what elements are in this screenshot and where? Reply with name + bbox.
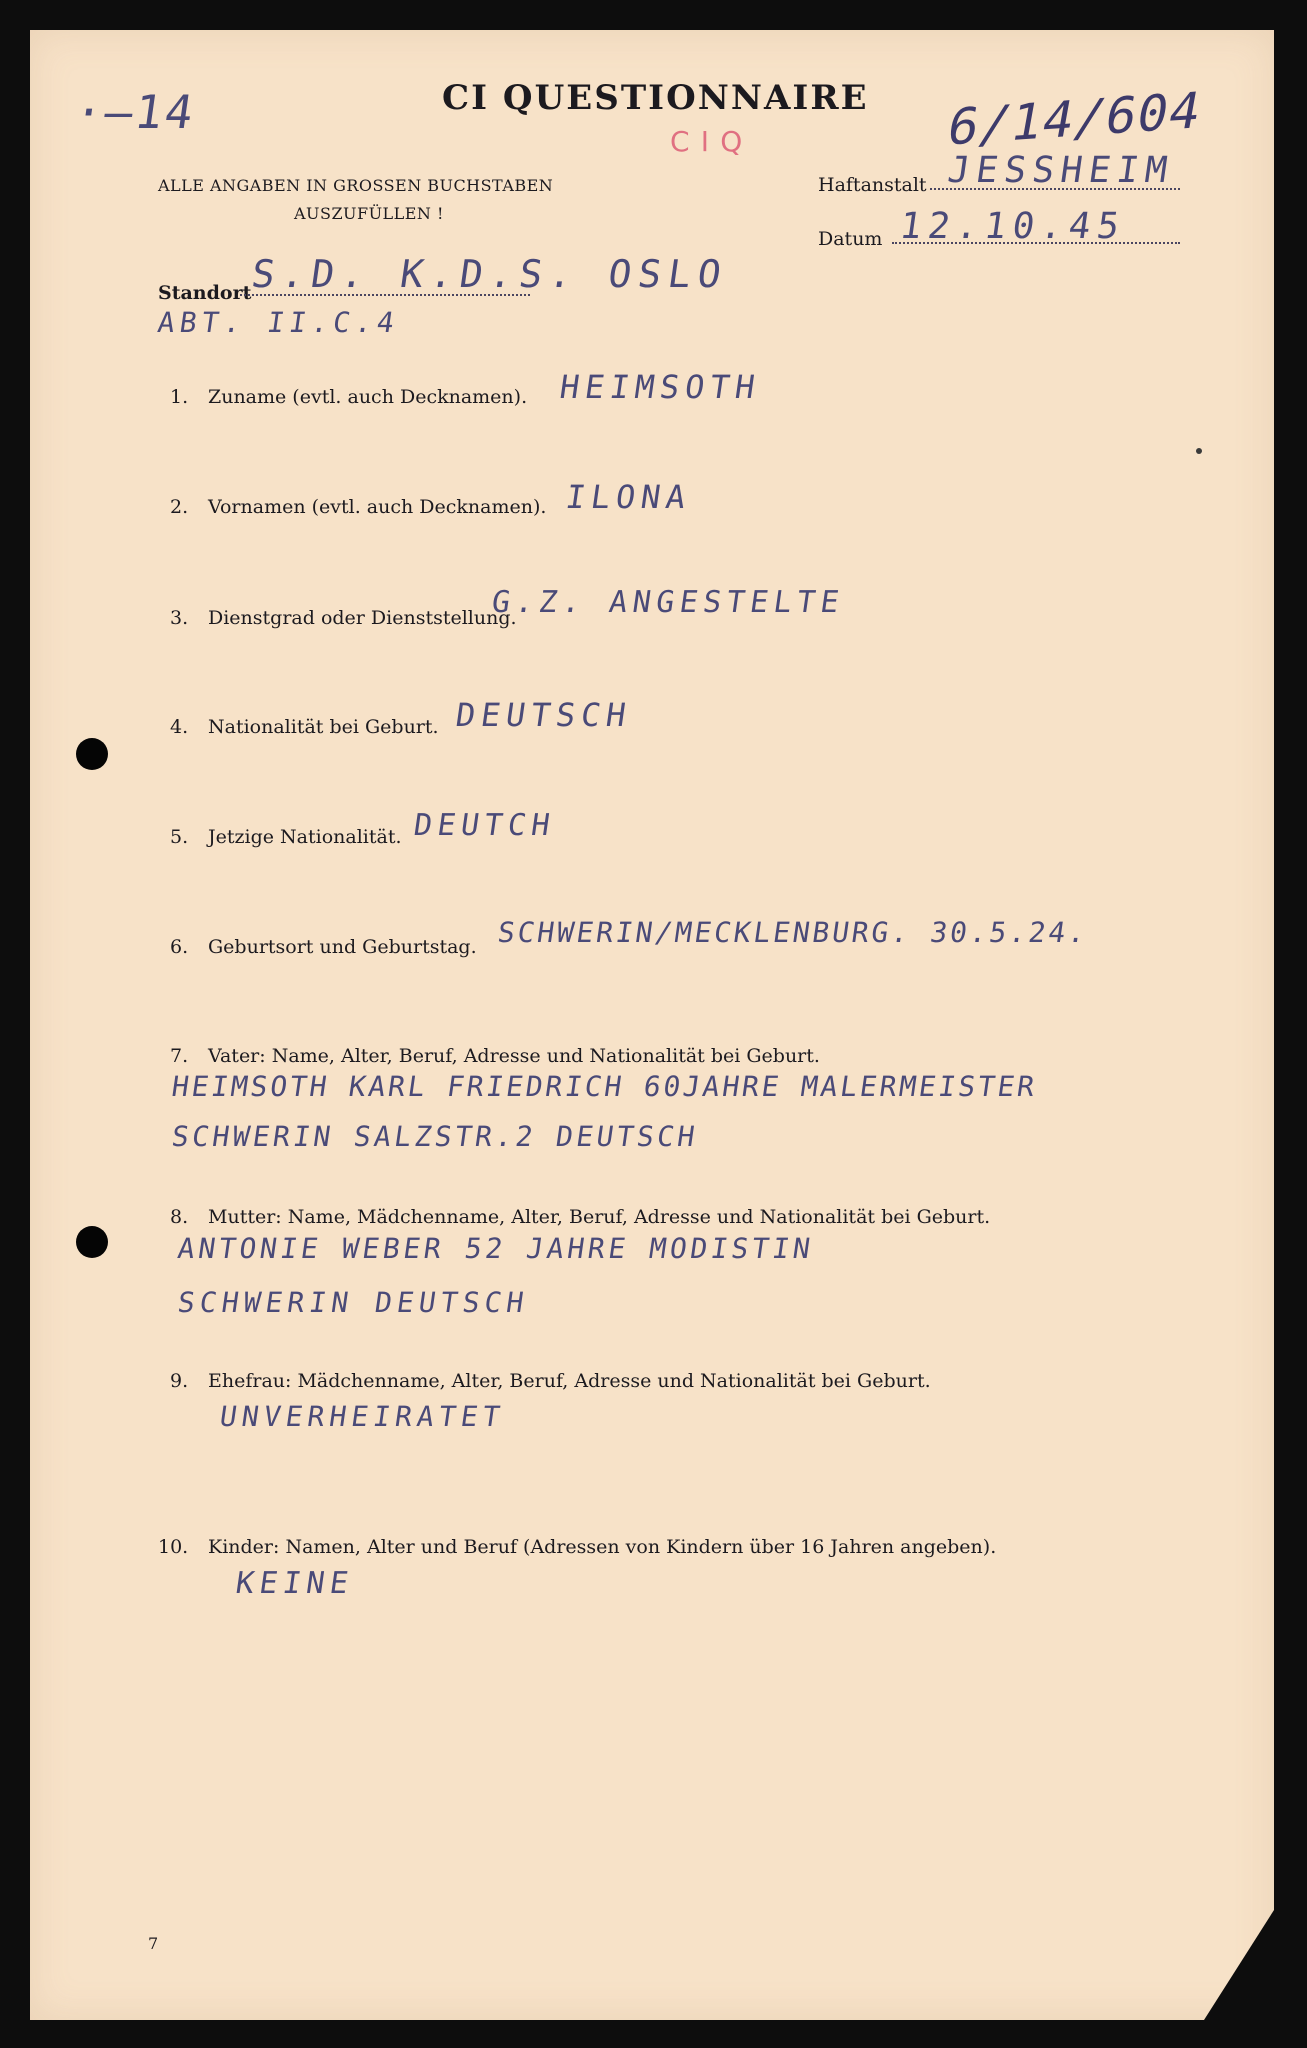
datum-label: Datum <box>818 228 883 250</box>
haftanstalt-value: JESSHEIM <box>945 150 1177 191</box>
answer-line1: UNVERHEIRATET <box>217 1400 507 1433</box>
question-number: 10. <box>158 1536 189 1558</box>
answer-line2: SCHWERIN DEUTSCH <box>175 1286 531 1319</box>
answer-line1: G.Z. ANGESTELTE <box>489 585 847 620</box>
question-number: 3. <box>170 607 189 629</box>
question-label: Zuname (evtl. auch Decknamen). <box>208 386 528 408</box>
form-title: CI QUESTIONNAIRE <box>442 78 869 118</box>
corner-number: ·–14 <box>71 85 199 139</box>
question-label: Ehefrau: Mädchenname, Alter, Beruf, Adresse und Nationalität bei Geburt. <box>208 1370 931 1392</box>
instruction-line2: AUSZUFÜLLEN ! <box>294 204 444 223</box>
haftanstalt-label: Haftanstalt <box>818 174 927 196</box>
answer-line1: HEIMSOTH <box>557 368 763 406</box>
answer-line1: ANTONIE WEBER 52 JAHRE MODISTIN <box>175 1232 816 1265</box>
question-label: Dienstgrad oder Dienststellung. <box>208 607 517 629</box>
folded-corner <box>1204 1910 1274 2020</box>
question-number: 6. <box>170 936 189 958</box>
punch-hole-bottom <box>76 1226 108 1258</box>
question-label: Vater: Name, Alter, Beruf, Adresse und Nationalität bei Geburt. <box>208 1045 820 1067</box>
question-label: Geburtsort und Geburtstag. <box>208 936 477 958</box>
question-number: 9. <box>170 1370 189 1392</box>
question-number: 8. <box>170 1206 189 1228</box>
standort-value-line2: ABT. II.C.4 <box>155 306 402 339</box>
instruction-line1: ALLE ANGABEN IN GROSSEN BUCHSTABEN <box>158 176 554 195</box>
question-number: 5. <box>170 826 189 848</box>
standort-label: Standort <box>158 282 252 304</box>
question-number: 1. <box>170 386 189 408</box>
answer-line1: DEUTSCH <box>453 696 634 734</box>
answer-line1: ILONA <box>563 478 694 516</box>
paper-speck <box>1196 448 1202 454</box>
file-number: 6/14/604 <box>942 81 1206 157</box>
answer-line2: SCHWERIN SALZSTR.2 DEUTSCH <box>169 1120 700 1153</box>
answer-line1: DEUTCH <box>411 808 558 843</box>
datum-value: 12.10.45 <box>897 206 1129 247</box>
questionnaire-sheet <box>30 30 1274 2020</box>
answer-line1: HEIMSOTH KARL FRIEDRICH 60JAHRE MALERMEISTER <box>169 1070 1040 1103</box>
question-number: 2. <box>170 496 189 518</box>
punch-hole-top <box>76 738 108 770</box>
standort-value-line1: S.D. K.D.S. OSLO <box>248 252 731 296</box>
answer-line1: KEINE <box>233 1566 356 1601</box>
ciq-stamp: CIQ <box>670 125 754 158</box>
question-number: 7. <box>170 1045 189 1067</box>
question-label: Kinder: Namen, Alter und Beruf (Adressen von Kindern über 16 Jahren angeben). <box>208 1536 997 1558</box>
answer-line1: SCHWERIN/MECKLENBURG. 30.5.24. <box>495 916 1091 949</box>
question-number: 4. <box>170 716 189 738</box>
page-mark: 7 <box>148 1934 159 1953</box>
question-label: Mutter: Name, Mädchenname, Alter, Beruf, Adresse und Nationalität bei Geburt. <box>208 1206 991 1228</box>
question-label: Jetzige Nationalität. <box>208 826 402 848</box>
question-label: Vornamen (evtl. auch Decknamen). <box>208 496 547 518</box>
question-label: Nationalität bei Geburt. <box>208 716 439 738</box>
